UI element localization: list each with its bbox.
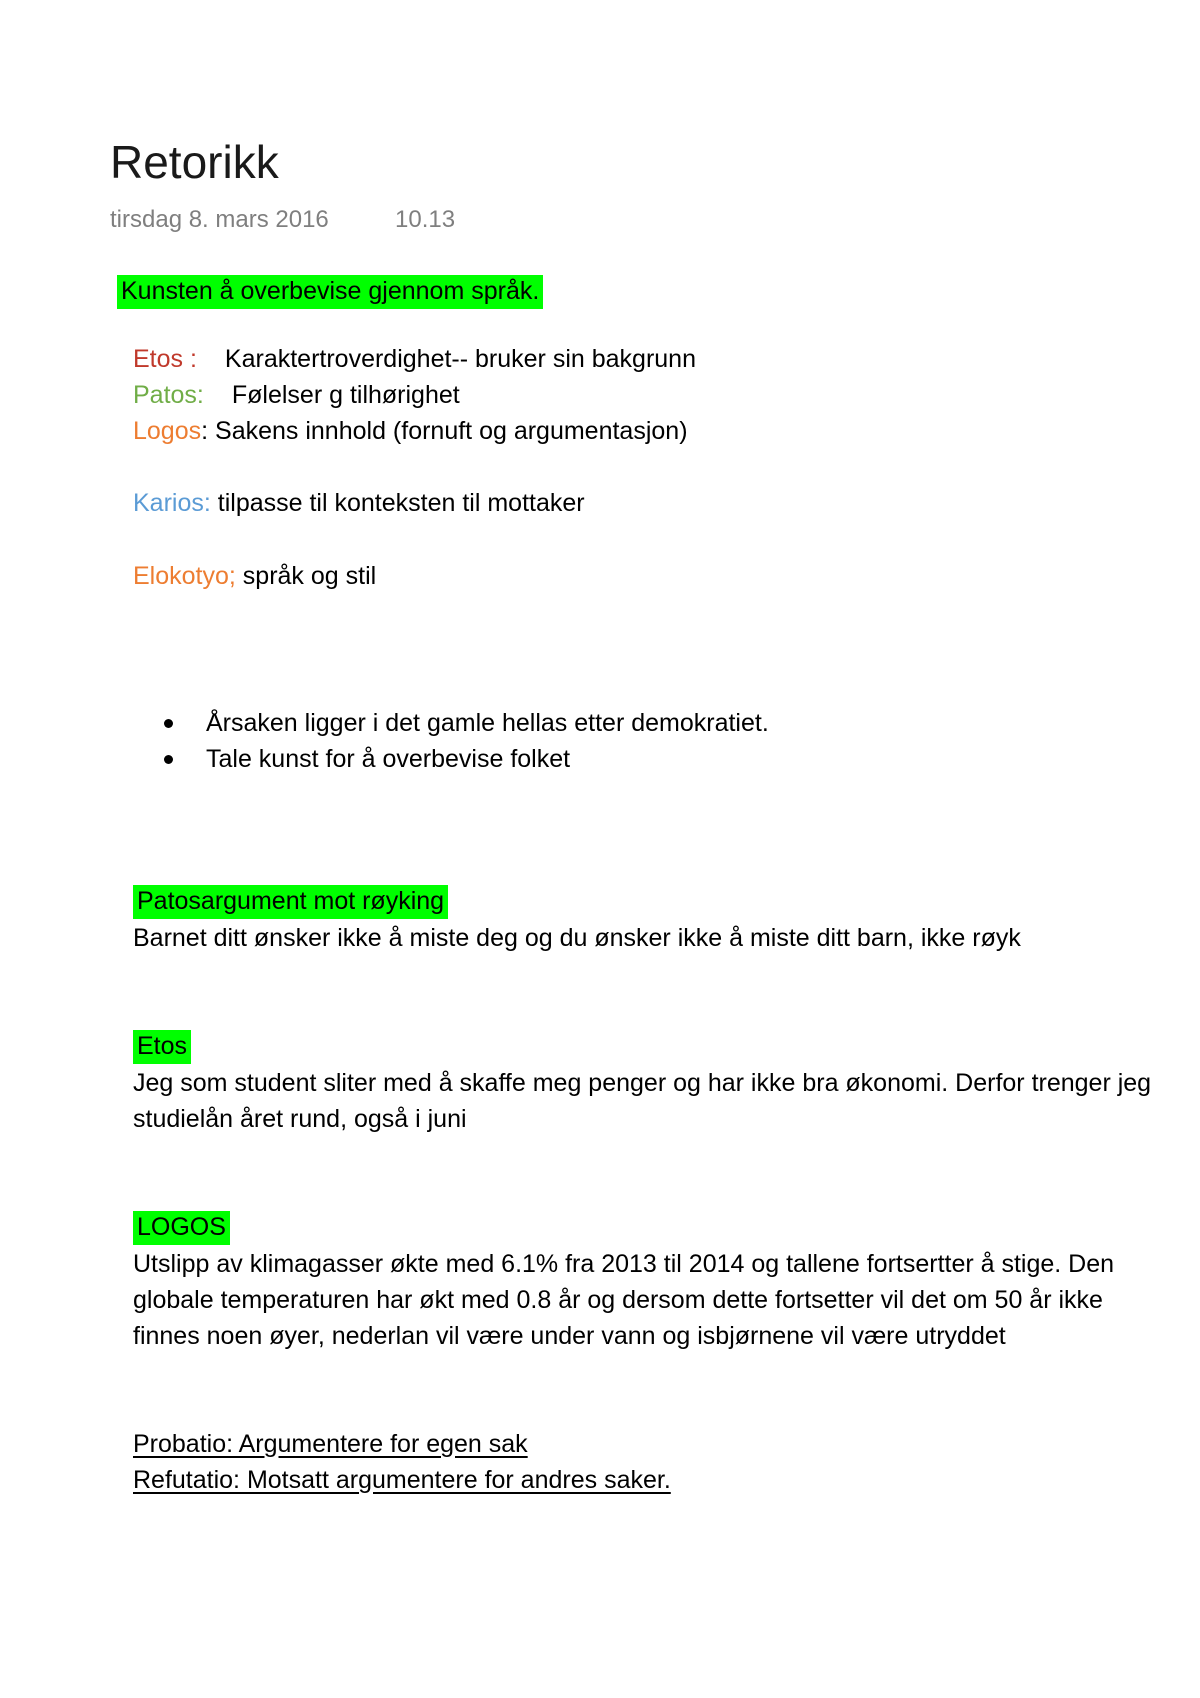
section-text-line: globale temperaturen har økt med 0.8 år og dersom dette fortsetter vil det om 50 år ikke [133, 1286, 1103, 1314]
page-title: Retorikk [110, 136, 279, 188]
term-line-patos [133, 379, 460, 411]
definition-refutatio: Refutatio: Motsatt argumentere for andres saker. [133, 1466, 671, 1494]
term-line-logos [133, 415, 688, 447]
section-text-line: studielån året rund, også i juni [133, 1105, 467, 1133]
term-line-karios [133, 487, 585, 519]
definition-probatio: Probatio: Argumentere for egen sak [133, 1430, 528, 1458]
section-text-line: finnes noen øyer, nederlan vil være under vann og isbjørnene vil være utryddet [133, 1322, 1006, 1350]
section-heading-etos: Etos [133, 1030, 191, 1064]
intro-definition: Kunsten å overbevise gjennom språk. [117, 275, 543, 309]
term-etos: Etos : [133, 345, 197, 373]
section-text-line: Utslipp av klimagasser økte med 6.1% fra 2013 til 2014 og tallene fortsertter å stige. Den [133, 1250, 1115, 1278]
list-item: Årsaken ligger i det gamle hellas etter demokratiet. [160, 705, 769, 741]
bullet-dot-icon [164, 755, 173, 764]
note-date: tirsdag 8. mars 2016 [110, 206, 329, 233]
term-logos: Logos [133, 417, 202, 445]
section-heading-etos-line [133, 1030, 191, 1062]
section-heading-patos: Patosargument mot røyking [133, 885, 448, 919]
term-line-elokotyo [133, 560, 376, 592]
term-elokotyo: Elokotyo; [133, 562, 236, 590]
section-heading-patos-line [133, 885, 448, 917]
section-text-line: Barnet ditt ønsker ikke å miste deg og du ønsker ikke å miste ditt barn, ikke røyk [133, 924, 1021, 952]
term-patos: Patos: [133, 381, 204, 409]
section-text-line: Jeg som student sliter med å skaffe meg penger og har ikke bra økonomi. Derfor trenger jeg [133, 1069, 1152, 1097]
note-time: 10.13 [395, 206, 456, 233]
intro-definition-line [117, 275, 543, 307]
bullet-dot-icon [164, 719, 173, 728]
term-line-etos [133, 343, 696, 375]
term-patos-text: Følelser g tilhørighet [231, 381, 460, 409]
list-item: Tale kunst for å overbevise folket [160, 741, 769, 777]
term-etos-text: Karaktertroverdighet-- bruker sin bakgrunn [224, 345, 696, 373]
section-heading-logos: LOGOS [133, 1211, 230, 1245]
term-karios-text: tilpasse til konteksten til mottaker [217, 489, 585, 517]
term-logos-text: : Sakens innhold (fornuft og argumentasjon) [201, 417, 688, 445]
bullet-list [160, 705, 769, 777]
section-heading-logos-line [133, 1211, 230, 1243]
term-elokotyo-text: språk og stil [242, 562, 377, 590]
term-karios: Karios: [133, 489, 211, 517]
